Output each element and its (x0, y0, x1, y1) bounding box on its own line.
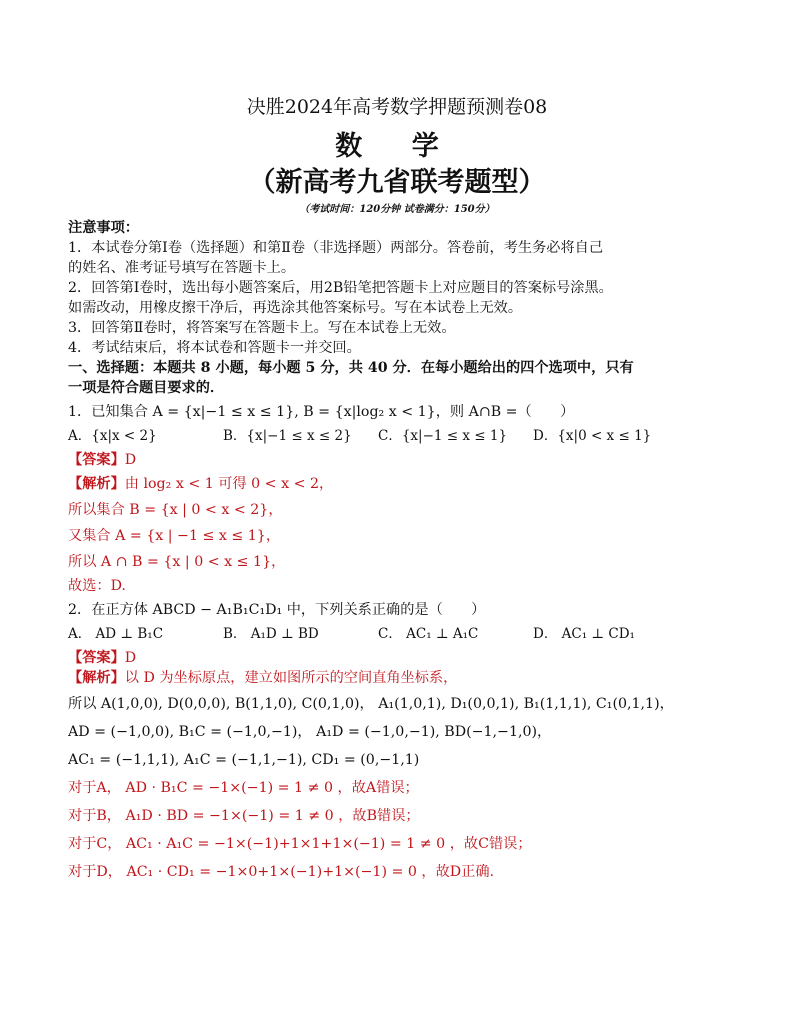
question-1-analysis (68, 474, 688, 494)
vectors-line: AC₁ = (−1,1,1), A₁C = (−1,1,−1), CD₁ = (0,−1,1) (68, 752, 420, 768)
question-2-answer (68, 648, 688, 668)
exam-type-title: （新高考九省联考题型） (248, 167, 546, 198)
check-line: 对于C， AC₁ · A₁C = −1×(−1)+1×1+1×(−1) = 1 ≠ 0 ，故C错误； (68, 836, 532, 852)
option-c: C． AC₁ ⊥ A₁C (378, 626, 479, 642)
analysis-line: 所以集合 B = {x | 0 < x < 2}， (68, 502, 283, 518)
check-line: 对于A， AD · B₁C = −1×(−1) = 1 ≠ 0 ，故A错误； (68, 780, 419, 796)
vectors-line: AD = (−1,0,0), B₁C = (−1,0,−1)， A₁D = (−1,0,−1), BD(−1,−1,0)， (68, 724, 552, 740)
question-1-options (68, 426, 688, 446)
question-1-stem: 1．已知集合 A = {x|−1 ≤ x ≤ 1}, B = {x|log₂ x < 1}，则 A∩B =（ ） (68, 404, 575, 420)
analysis-intro: 以 D 为坐标原点，建立如图所示的空间直角坐标系， (124, 670, 458, 686)
question-2-analysis (68, 668, 688, 688)
notes-item: 的姓名、准考证号填写在答题卡上。 (68, 260, 296, 276)
option-a: A． AD ⊥ B₁C (68, 626, 164, 642)
answer-value: D (124, 650, 137, 666)
analysis-line: 故选：D. (68, 578, 126, 594)
analysis-line: 所以 A ∩ B = {x | 0 < x ≤ 1}， (68, 554, 286, 570)
notes-item: 3．回答第Ⅱ卷时，将答案写在答题卡上。写在本试卷上无效。 (68, 320, 456, 336)
answer-label: 【答案】 (68, 452, 125, 468)
question-1-answer (68, 450, 688, 470)
option-a: A．{x|x < 2} (68, 428, 157, 444)
notes-item: 1．本试卷分第Ⅰ卷（选择题）和第Ⅱ卷（非选择题）两部分。答卷前，考生务必将自己 (68, 240, 604, 256)
notes-item: 2．回答第Ⅰ卷时，选出每小题答案后，用2B铅笔把答题卡上对应题目的答案标号涂黑。 (68, 280, 613, 296)
option-c: C．{x|−1 ≤ x ≤ 1} (378, 428, 508, 444)
analysis-line: 由 log₂ x < 1 可得 0 < x < 2， (124, 476, 334, 492)
coordinates-line: 所以 A(1,0,0), D(0,0,0), B(1,1,0), C(0,1,0)， A₁(1,0,1), D₁(0,0,1), B₁(1,1,1), C₁(0,1,1)， (68, 696, 674, 712)
notes-item: 如需改动，用橡皮擦干净后，再选涂其他答案标号。写在本试卷上无效。 (68, 300, 523, 316)
option-d: D．{x|0 < x ≤ 1} (533, 428, 652, 444)
answer-value: D (124, 452, 137, 468)
notes-item: 4．考试结束后，将本试卷和答题卡一并交回。 (68, 340, 361, 356)
notes-heading: 注意事项： (68, 220, 139, 236)
option-b: B． A₁D ⊥ BD (223, 626, 319, 642)
question-2-stem: 2．在正方体 ABCD − A₁B₁C₁D₁ 中，下列关系正确的是（ ） (68, 602, 486, 618)
exam-title: 决胜2024年高考数学押题预测卷08 (246, 96, 548, 118)
answer-label: 【答案】 (68, 650, 125, 666)
exam-body (68, 218, 688, 882)
check-line: 对于B， A₁D · BD = −1×(−1) = 1 ≠ 0 ，故B错误； (68, 808, 420, 824)
subject-title: 数 学 (335, 131, 459, 162)
analysis-label: 【解析】 (68, 670, 125, 686)
check-line: 对于D， AC₁ · CD₁ = −1×0+1×(−1)+1×(−1) = 0 ，故D正确. (68, 864, 495, 880)
question-2-options (68, 624, 688, 644)
analysis-line: 又集合 A = {x | −1 ≤ x ≤ 1}， (68, 528, 281, 544)
option-b: B．{x|−1 ≤ x ≤ 2} (223, 428, 352, 444)
section-heading-cont: 一项是符合题目要求的． (68, 380, 225, 396)
exam-meta: （考试时间：120分钟 试卷满分：150分） (299, 204, 495, 215)
analysis-label: 【解析】 (68, 476, 125, 492)
section-heading: 一、选择题：本题共 8 小题，每小题 5 分，共 40 分．在每小题给出的四个选项中，只有 (68, 360, 634, 376)
option-d: D． AC₁ ⊥ CD₁ (533, 626, 635, 642)
